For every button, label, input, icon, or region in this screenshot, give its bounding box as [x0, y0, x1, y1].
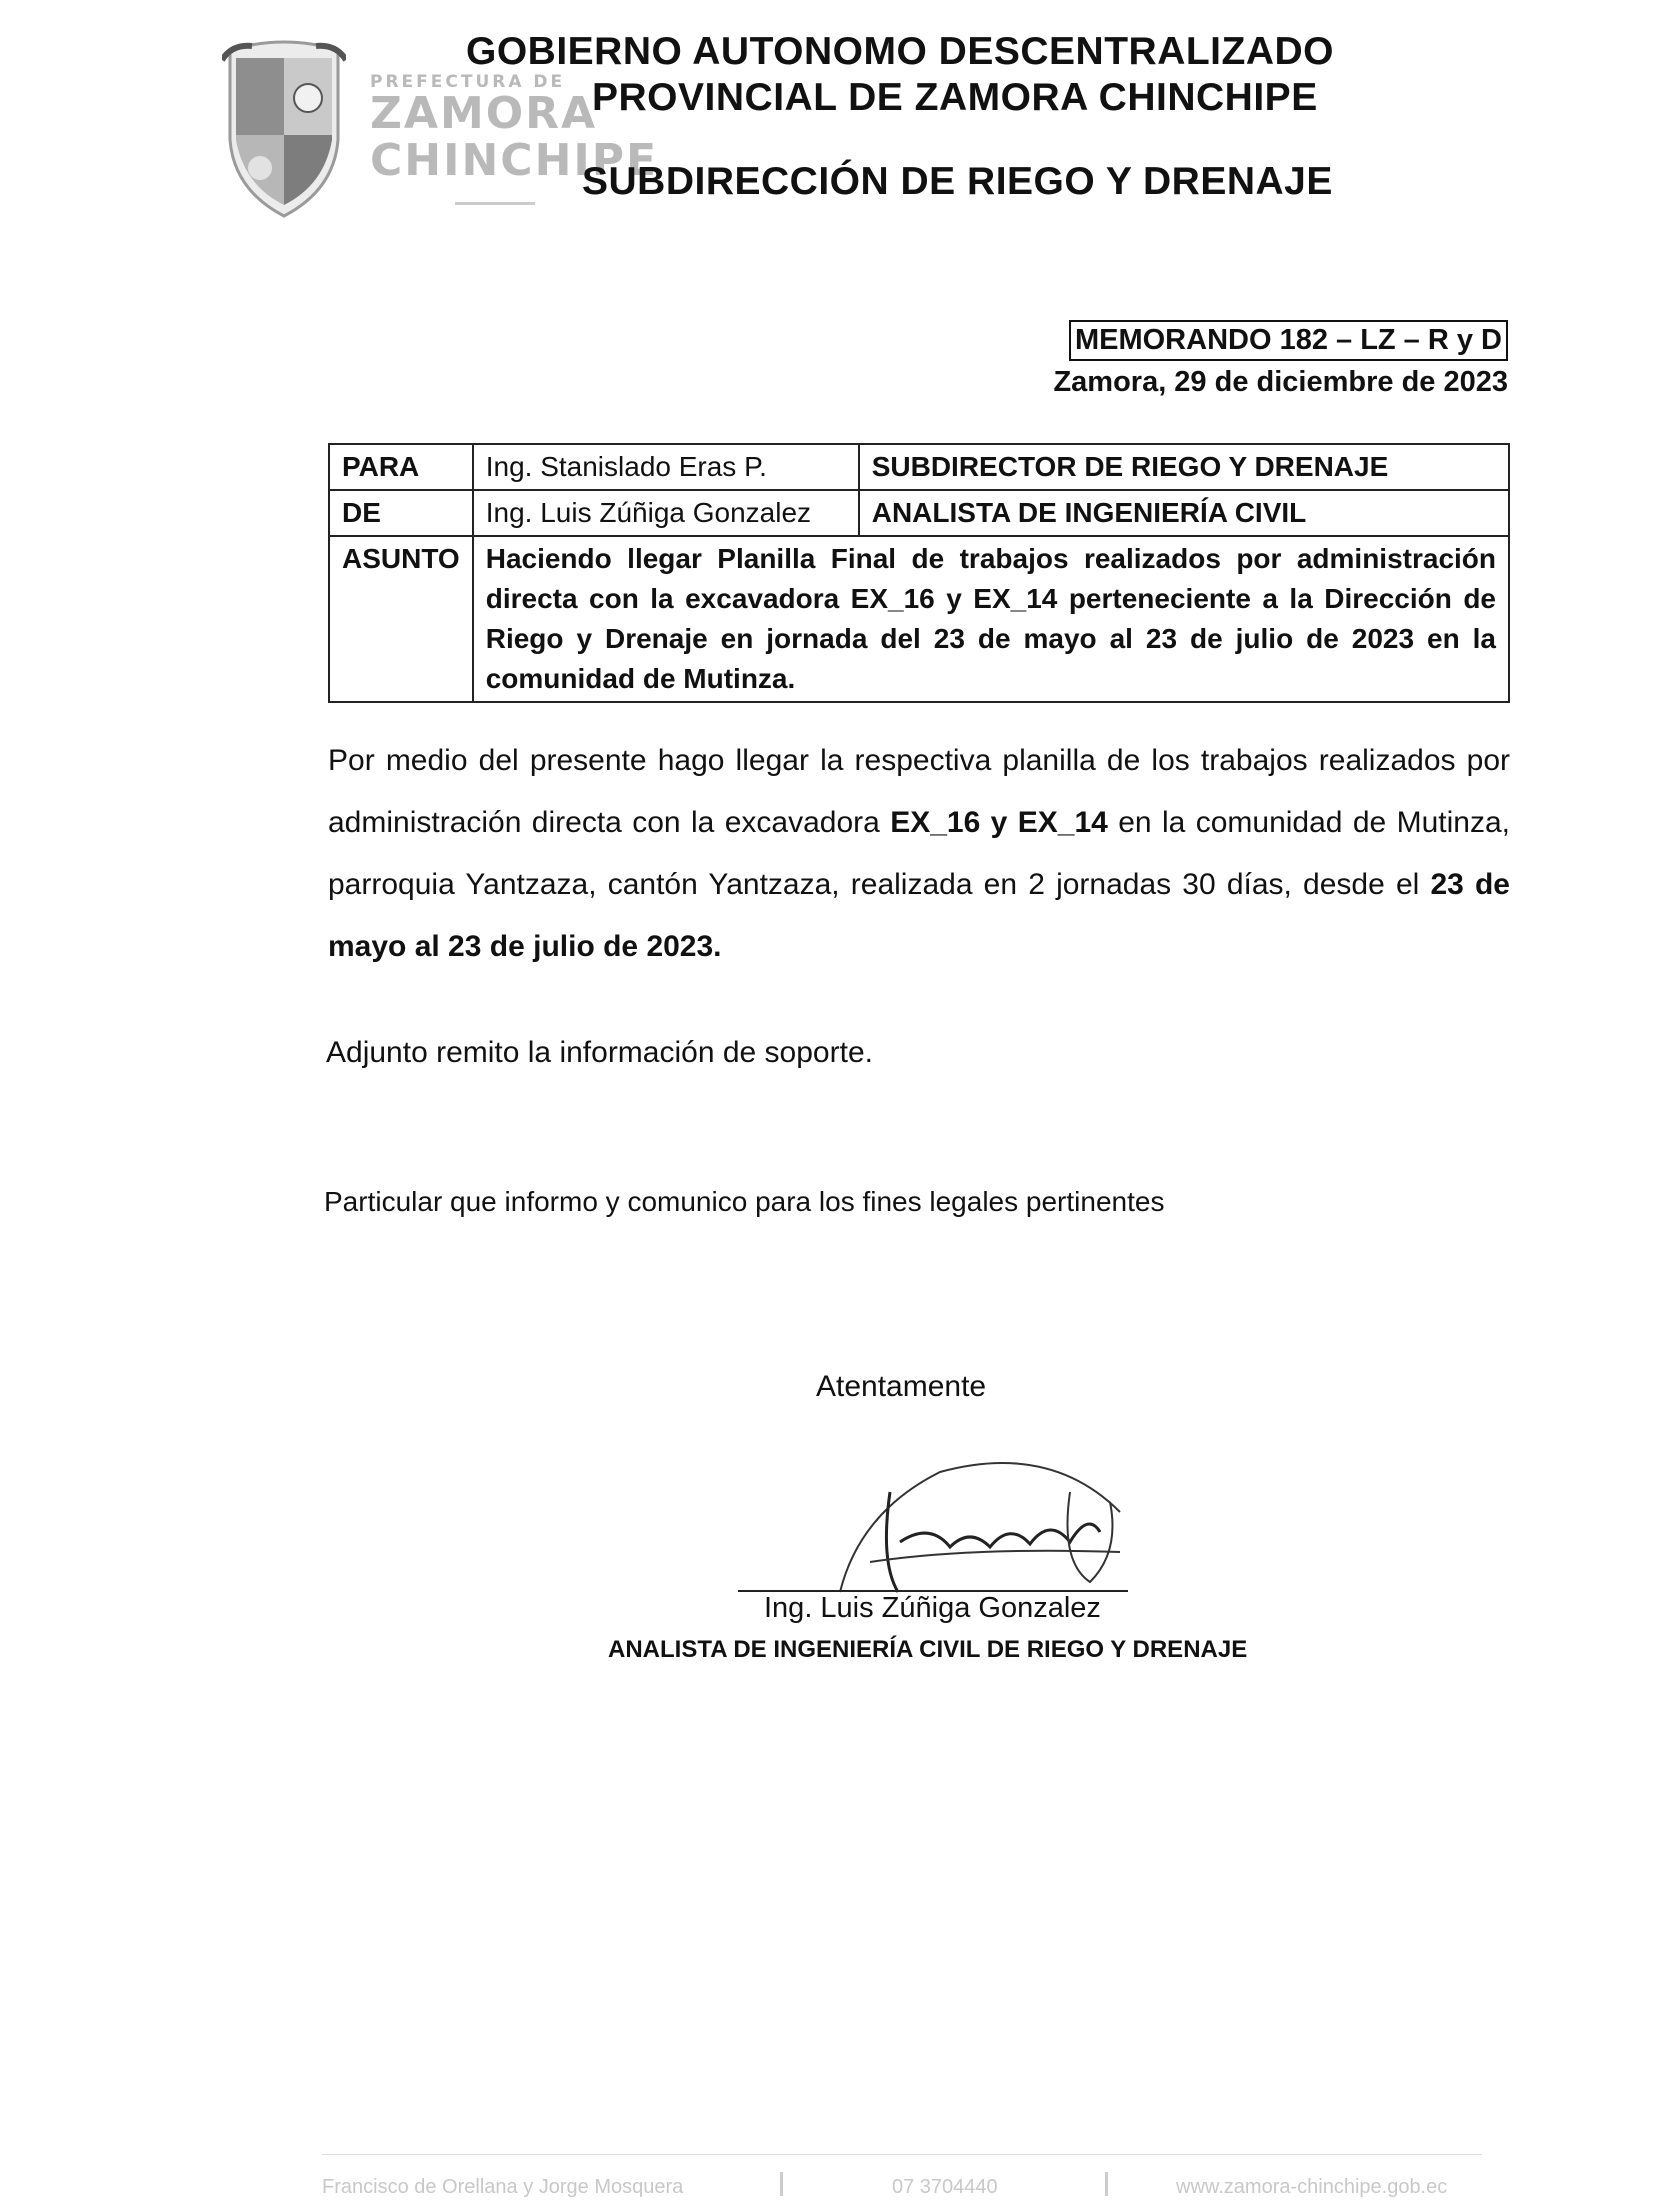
body-p1-part-c: en la comunidad de Mutinza, parroquia Yantzaza, cantón Yantzaza, realizada en 2 jornadas 30 días, desde el [328, 806, 1510, 901]
closing-salutation: Atentamente [816, 1370, 987, 1403]
footer-divider [322, 2154, 1482, 2155]
memo-header-table [328, 443, 1510, 703]
header-title-line-1: GOBIERNO AUTONOMO DESCENTRALIZADO [466, 30, 1335, 73]
asunto-label: ASUNTO [329, 536, 473, 702]
para-label: PARA [329, 444, 473, 490]
table-row-asunto [329, 536, 1509, 702]
header-title-line-3: SUBDIRECCIÓN DE RIEGO Y DRENAJE [582, 160, 1333, 203]
signer-name: Ing. Luis Zúñiga Gonzalez [764, 1592, 1101, 1624]
body-p1-part-d: 23 de mayo al 23 de julio de 2023. [328, 868, 1510, 963]
handwritten-signature [820, 1452, 1140, 1602]
logo-line-1: PREFECTURA DE [370, 72, 566, 92]
body-p1-part-b: EX_16 y EX_14 [890, 806, 1108, 839]
footer-separator [1105, 2172, 1108, 2196]
de-name: Ing. Luis Zúñiga Gonzalez [473, 490, 859, 536]
body-p1-part-a: Por medio del presente hago llegar la respectiva planilla de los trabajos realizados por administración directa con la excavadora [328, 744, 1510, 839]
de-role: ANALISTA DE INGENIERÍA CIVIL [859, 490, 1509, 536]
footer-phone: 07 3704440 [892, 2176, 998, 2198]
footer-website: www.zamora-chinchipe.gob.ec [1176, 2176, 1448, 2198]
footer-separator [780, 2172, 783, 2196]
logo-underline [455, 202, 535, 205]
logo-line-3: CHINCHIPE [370, 135, 659, 186]
signer-title: ANALISTA DE INGENIERÍA CIVIL DE RIEGO Y DRENAJE [608, 1636, 1248, 1663]
table-row-para [329, 444, 1509, 490]
body-paragraph-2: Adjunto remito la información de soporte. [326, 1036, 873, 1069]
para-role: SUBDIRECTOR DE RIEGO Y DRENAJE [859, 444, 1509, 490]
asunto-text: Haciendo llegar Planilla Final de trabajos realizados por administración directa con la excavadora EX_16 y EX_14 perteneciente a la Dirección de Riego y Drenaje en jornada del 23 de mayo al 23 de julio de 2023 en la comunidad de Mutinza. [473, 536, 1509, 702]
body-paragraph-3: Particular que informo y comunico para los fines legales pertinentes [324, 1186, 1165, 1217]
footer-address: Francisco de Orellana y Jorge Mosquera [322, 2176, 684, 2198]
body-paragraph-1 [328, 730, 1510, 978]
logo-line-2: ZAMORA [370, 88, 598, 139]
de-label: DE [329, 490, 473, 536]
coat-of-arms-logo [222, 40, 346, 220]
header-title-line-2: PROVINCIAL DE ZAMORA CHINCHIPE [592, 76, 1318, 119]
para-name: Ing. Stanislado Eras P. [473, 444, 859, 490]
table-row-de [329, 490, 1509, 536]
memo-number: MEMORANDO 182 – LZ – R y D [1069, 320, 1508, 361]
memo-date: Zamora, 29 de diciembre de 2023 [1053, 366, 1508, 398]
